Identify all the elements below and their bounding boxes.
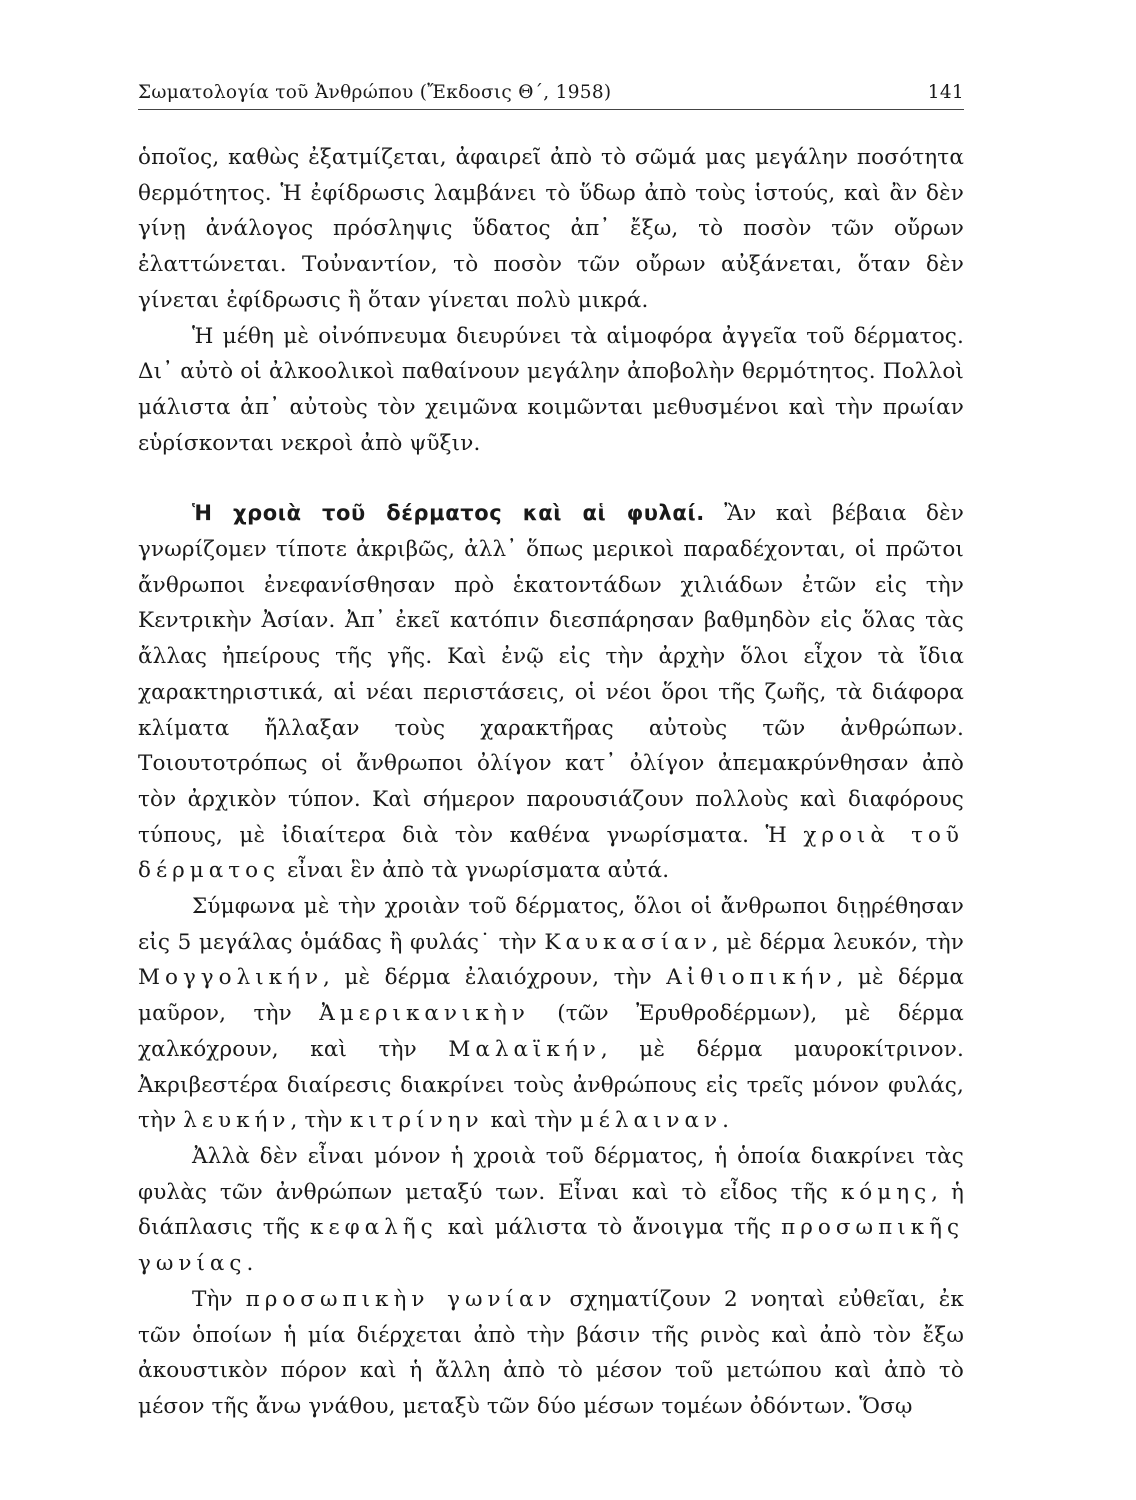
emphasis-spaced: Αἰθιοπικήν [666,965,837,991]
emphasis-spaced: Καυκασίαν [544,929,712,955]
text-run: , ἡ διάπλασις τῆς [138,1179,964,1241]
emphasis-spaced: προσωπικῆς γωνίας [138,1215,964,1277]
running-title: Σωματολογία τοῦ Ἀνθρώπου (Ἔκδοσις Θ΄, 1958) [138,82,612,103]
paragraph-continued: ὁποῖος, καθὼς ἐξατμίζεται, ἀφαιρεῖ ἀπὸ τὸ σῶμά μας μεγάλην ποσότητα θερμότητος. Ἡ ἐφίδρωσις λαμβάνει τὸ ὕδωρ ἀπὸ τοὺς ἱστούς, καὶ ἂν δὲν γίνῃ ἀνάλογος πρόσληψις ὕδατος ἀπ᾽ ἔξω, τὸ ποσὸν τῶν οὔρων ἐλαττώνεται. Τοὐναντίον, τὸ ποσὸν τῶν οὔρων αὐξάνεται, ὅταν δὲν γίνεται ἐφίδρωσις ἢ ὅταν γίνεται πολὺ μικρά. [138,145,964,313]
text-run: Σύμφωνα μὲ τὴν χροιὰν τοῦ δέρματος, ὅλοι οἱ ἄνθρωποι διῃρέθησαν εἰς 5 μεγάλας ὁμάδας ἢ φυλάς˙ τὴν [138,894,964,955]
section-gap [138,461,964,496]
emphasis-spaced: κεφαλῆς [310,1215,438,1241]
paragraph-skin-color-section [138,496,964,889]
text-run: Τὴν [192,1286,246,1312]
text-run: , μὲ δέρμα μαῦρον, τὴν [138,965,964,1027]
text-run: . [246,1251,254,1277]
text-run: , μὲ δέρμα λευκόν, τὴν [711,929,965,955]
emphasis-spaced: κιτρίνην [349,1108,484,1134]
paragraph-other-traits [138,1139,964,1282]
body-text [138,140,964,1425]
paragraph-alcohol: Ἡ μέθη μὲ οἰνόπνευμα διευρύνει τὰ αἱμοφόρα ἀγγεῖα τοῦ δέρματος. Δι᾽ αὐτὸ οἱ ἀλκοολικοὶ παθαίνουν μεγάλην ἀποβολὴν θερμότητος. Πολλοὶ μάλιστα ἀπ᾽ αὐτοὺς τὸν χειμῶνα κοιμῶνται μεθυσμένοι καὶ τὴν πρωίαν εὑρίσκονται νεκροὶ ἀπὸ ψῦξιν. [138,323,964,456]
text-run: . [722,1108,730,1134]
page-number: 141 [927,82,964,103]
text-run: καὶ τὴν [483,1108,580,1134]
book-page [138,82,964,1425]
section-heading: Ἡ χροιὰ τοῦ δέρματος καὶ αἱ φυλαί. [192,501,705,526]
paragraph-races [138,889,964,1139]
emphasis-spaced: προσωπικὴν γωνίαν [245,1286,557,1312]
emphasis-spaced: μέλαιναν [579,1108,723,1134]
text-run: , τὴν [290,1108,350,1134]
text-run: Ἂν καὶ βέβαια δὲν γνωρίζομεν τίποτε ἀκριβῶς, ἀλλ᾽ ὅπως μερικοὶ παραδέχονται, οἱ πρῶτοι ἄνθρωποι ἐνεφανίσθησαν πρὸ ἑκατοντάδων χιλιάδων ἐτῶν εἰς τὴν Κεντρικὴν Ἀσίαν. Ἀπ᾽ ἐκεῖ κατόπιν διεσπάρησαν βαθμηδὸν εἰς ὅλας τὰς ἄλλας ἠπείρους τῆς γῆς. Καὶ ἐνῷ εἰς τὴν ἀρχὴν ὅλοι εἶχον τὰ ἴδια χαρακτηριστικά, αἱ νέαι περιστάσεις, οἱ νέοι ὅροι τῆς ζωῆς, τὰ διάφορα κλίματα ἤλλαξαν τοὺς χαρακτῆρας αὐτοὺς τῶν ἀνθρώπων. Τοιουτοτρόπως οἱ ἄνθρωποι ὀλίγον κατ᾽ ὀλίγον ἀπεμακρύνθησαν ἀπὸ τὸν ἀρχικὸν τύπον. Καὶ σήμερον παρουσιάζουν πολλοὺς καὶ διαφόρους τύπους, μὲ ἰδιαίτερα διὰ τὸν καθένα γνωρίσματα. Ἡ [138,501,965,848]
emphasis-spaced: λευκήν [183,1108,291,1134]
emphasis-spaced: Μαλαϊκήν [448,1036,601,1062]
emphasis-spaced: χροιὰ τοῦ δέρματος [138,822,964,884]
text-run: καὶ μάλιστα τὸ ἄνοιγμα τῆς [437,1215,782,1241]
text-run: (τῶν Ἐρυθροδέρμων), μὲ δέρμα χαλκόχρουν, καὶ τὴν [138,1001,964,1062]
emphasis-spaced: Ἀμερικανικὴν [319,1001,530,1027]
text-run: εἶναι ἓν ἀπὸ τὰ γνωρίσματα αὐτά. [280,858,670,884]
paragraph-facial-angle [138,1282,964,1425]
text-run: σχηματίζουν 2 νοηταὶ εὐθεῖαι, ἐκ τῶν ὁποίων ἡ μία διέρχεται ἀπὸ τὴν βάσιν τῆς ρινὸς καὶ ἀπὸ τὸν ἔξω ἀκουστικὸν πόρον καὶ ἡ ἄλλη ἀπὸ τὸ μέσον τοῦ μετώπου καὶ ἀπὸ τὸ μέσον τῆς ἄνω γνάθου, μεταξὺ τῶν δύο μέσων τομέων ὀδόντων. Ὅσῳ [138,1286,964,1419]
running-head [138,82,964,110]
text-run: Ἀλλὰ δὲν εἶναι μόνον ἡ χροιὰ τοῦ δέρματος, ἡ ὁποία διακρίνει τὰς φυλὰς τῶν ἀνθρώπων μεταξύ των. Εἶναι καὶ τὸ εἶδος τῆς [138,1143,964,1205]
text-run: , μὲ δέρμα ἐλαιόχρουν, τὴν [323,965,667,991]
text-run: , μὲ δέρμα μαυροκίτρινον. Ἀκριβεστέρα διαίρεσις διακρίνει τοὺς ἀνθρώπους εἰς τρεῖς μόνον φυλάς, τὴν [138,1036,964,1134]
emphasis-spaced: κόμης [840,1179,932,1205]
emphasis-spaced: Μογγολικήν [138,965,324,991]
